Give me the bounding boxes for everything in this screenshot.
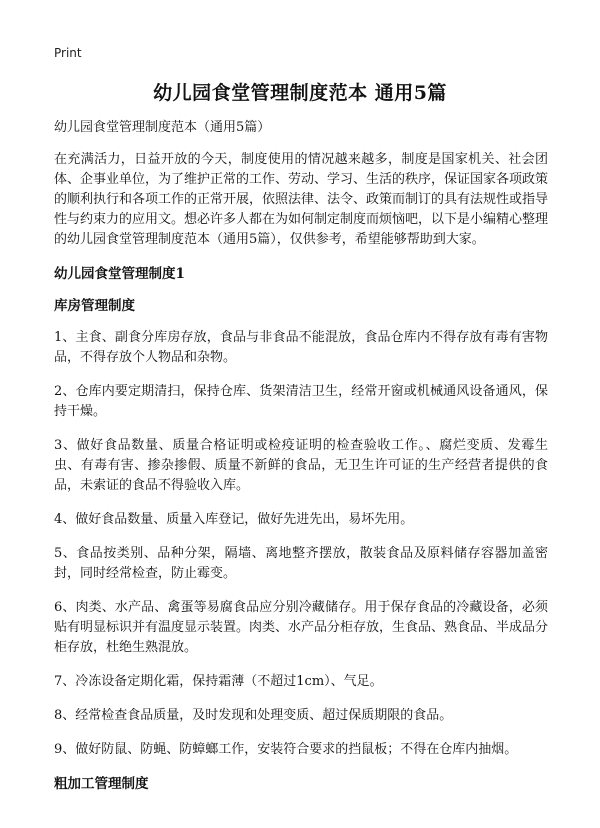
list-item: 2、仓库内要定期清扫，保持仓库、货架清洁卫生，经常开窗或机械通风设备通风，保持干燥。 xyxy=(54,384,548,419)
intro-paragraph: 在充满活力，日益开放的今天，制度使用的情况越来越多，制度是国家机关、社会团体、企事业单位，为了维护正常的工作、劳动、学习、生活的秩序，保证国家各项政策的顺利执行和各项工作的正常开展，依照法律、法令、政策而制订的具有法规性或指导性与约束力的应用文。想必许多人都在为如何制定制度而烦恼吧，以下是小编精心整理的幼儿园食堂管理制度范本（通用5篇），仅供参考，希望能够帮助到大家。 xyxy=(54,152,549,247)
document-subtitle: 幼儿园食堂管理制度范本（通用5篇） xyxy=(54,120,271,135)
section-heading: 幼儿园食堂管理制度1 xyxy=(54,266,185,282)
list-item: 6、肉类、水产品、禽蛋等易腐食品应分别冷藏储存。用于保存食品的冷藏设备，必须贴有明显标识并有温度显示装置。肉类、水产品分柜存放，生食品、熟食品、半成品分柜存放，杜绝生熟混放。 xyxy=(54,600,549,655)
list-item: 3、做好食品数量、质量合格证明或检疫证明的检查验收工作。、腐烂变质、发霉生虫、有毒有害、掺杂掺假、质量不新鲜的食品，无卫生许可证的生产经营者提供的食品，未索证的食品不得验收入库。 xyxy=(54,438,548,493)
print-link[interactable]: Print xyxy=(54,46,82,60)
document-title: 幼儿园食堂管理制度范本 通用5篇 xyxy=(153,82,447,104)
list-item: 4、做好食品数量、质量入库登记，做好先进先出，易坏先用。 xyxy=(54,512,414,527)
list-item: 9、做好防鼠、防蝇、防蟑螂工作，安装符合要求的挡鼠板；不得在仓库内抽烟。 xyxy=(54,742,518,757)
subsection-heading: 库房管理制度 xyxy=(54,298,135,314)
list-item: 8、经常检查食品质量，及时发现和处理变质、超过保质期限的食品。 xyxy=(54,708,453,723)
document-body xyxy=(54,118,548,806)
list-item: 5、食品按类别、品种分架，隔墙、离地整齐摆放，散装食品及原料储存容器加盖密封，同时经常检查，防止霉变。 xyxy=(54,546,548,581)
list-item: 7、冷冻设备定期化霜，保持霜薄（不超过1cm）、气足。 xyxy=(54,674,383,689)
list-item: 1、主食、副食分库房存放，食品与非食品不能混放，食品仓库内不得存放有毒有害物品，不得存放个人物品和杂物。 xyxy=(54,330,548,365)
subsection-heading: 粗加工管理制度 xyxy=(54,776,149,792)
